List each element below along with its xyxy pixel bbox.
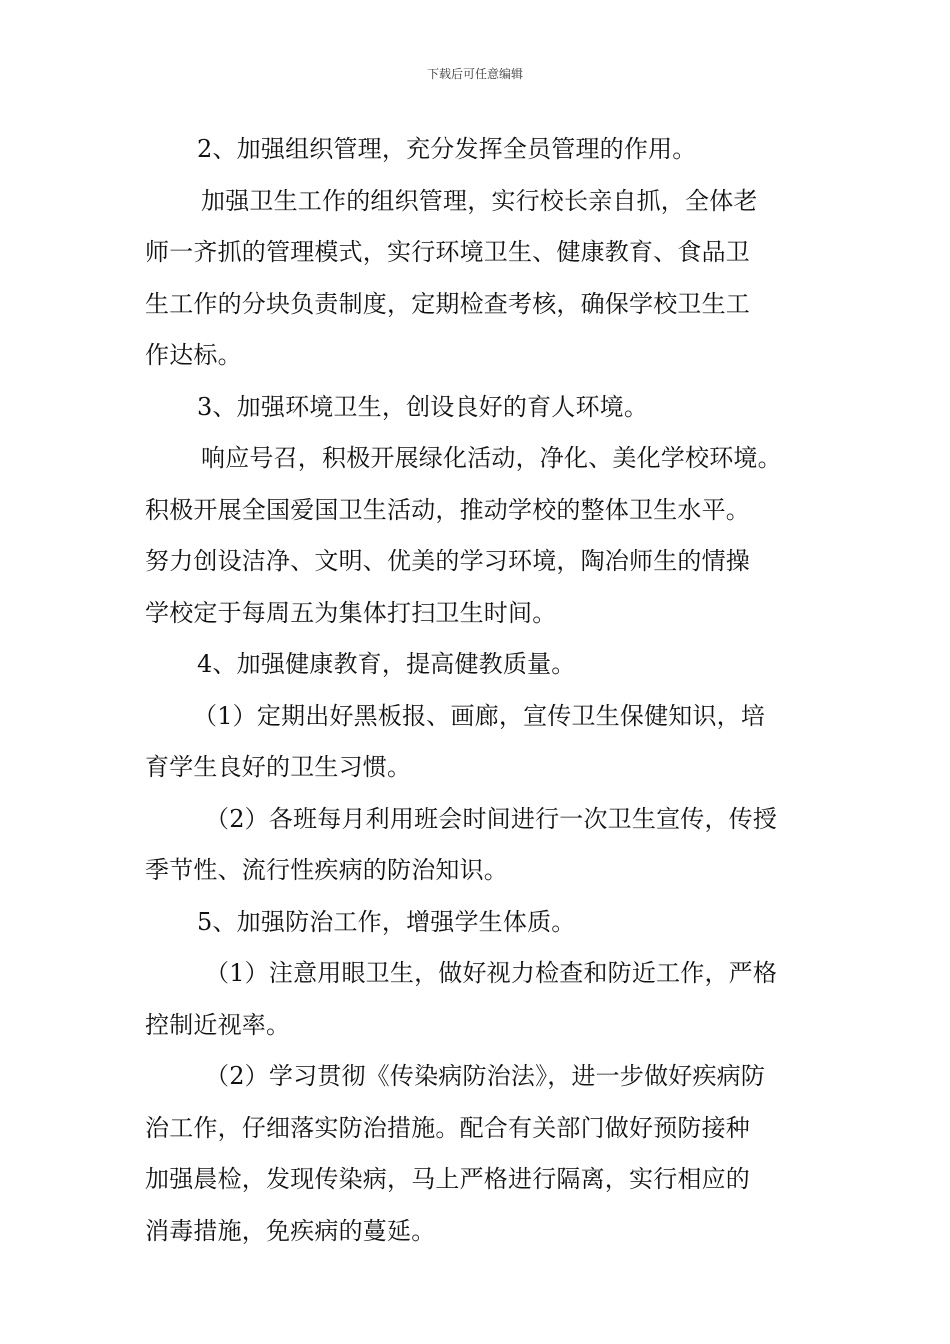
heading-2: 2、加强组织管理，充分发挥全员管理的作用。 [197, 135, 697, 163]
paragraph-line: 作达标。 [145, 341, 242, 369]
paragraph-line: 师一齐抓的管理模式，实行环境卫生、健康教育、食品卫 [145, 238, 750, 266]
paragraph-line: 学校定于每周五为集体打扫卫生时间。 [145, 598, 557, 627]
paragraph-line: 育学生良好的卫生习惯。 [145, 753, 412, 781]
paragraph-line: 努力创设洁净、文明、优美的学习环境，陶冶师生的情操 [145, 547, 750, 575]
paragraph-line: 控制近视率。 [145, 1010, 291, 1039]
paragraph-line: 季节性、流行性疾病的防治知识。 [145, 856, 508, 884]
paragraph-line: 响应号召，积极开展绿化活动，净化、美化学校环境。 [201, 444, 782, 472]
heading-4: 4、加强健康教育，提高健教质量。 [197, 650, 576, 678]
paragraph-line: 积极开展全国爱国卫生活动，推动学校的整体卫生水平。 [145, 495, 750, 524]
paragraph-line: 治工作，仔细落实防治措施。配合有关部门做好预防接种 [145, 1113, 750, 1142]
paragraph-line: 消毒措施，免疾病的蔓延。 [145, 1216, 436, 1245]
document-body [145, 124, 815, 1257]
page-header: 下载后可任意编辑 [426, 67, 523, 81]
paragraph-line: （2）各班每月利用班会时间进行一次卫生宣传，传授 [205, 804, 778, 833]
paragraph-line: （1）定期出好黑板报、画廊，宣传卫生保健知识，培 [193, 701, 766, 730]
paragraph-line: 加强卫生工作的组织管理，实行校长亲自抓，全体老 [201, 186, 758, 215]
paragraph-line: （1）注意用眼卫生，做好视力检查和防近工作，严格 [205, 959, 778, 987]
heading-3: 3、加强环境卫生，创设良好的育人环境。 [197, 392, 649, 421]
paragraph-line: （2）学习贯彻《传染病防治法》，进一步做好疾病防 [205, 1062, 766, 1090]
paragraph-line: 加强晨检，发现传染病，马上严格进行隔离，实行相应的 [145, 1165, 750, 1193]
paragraph-line: 生工作的分块负责制度，定期检查考核，确保学校卫生工 [145, 289, 750, 318]
heading-5: 5、加强防治工作，增强学生体质。 [197, 907, 576, 936]
